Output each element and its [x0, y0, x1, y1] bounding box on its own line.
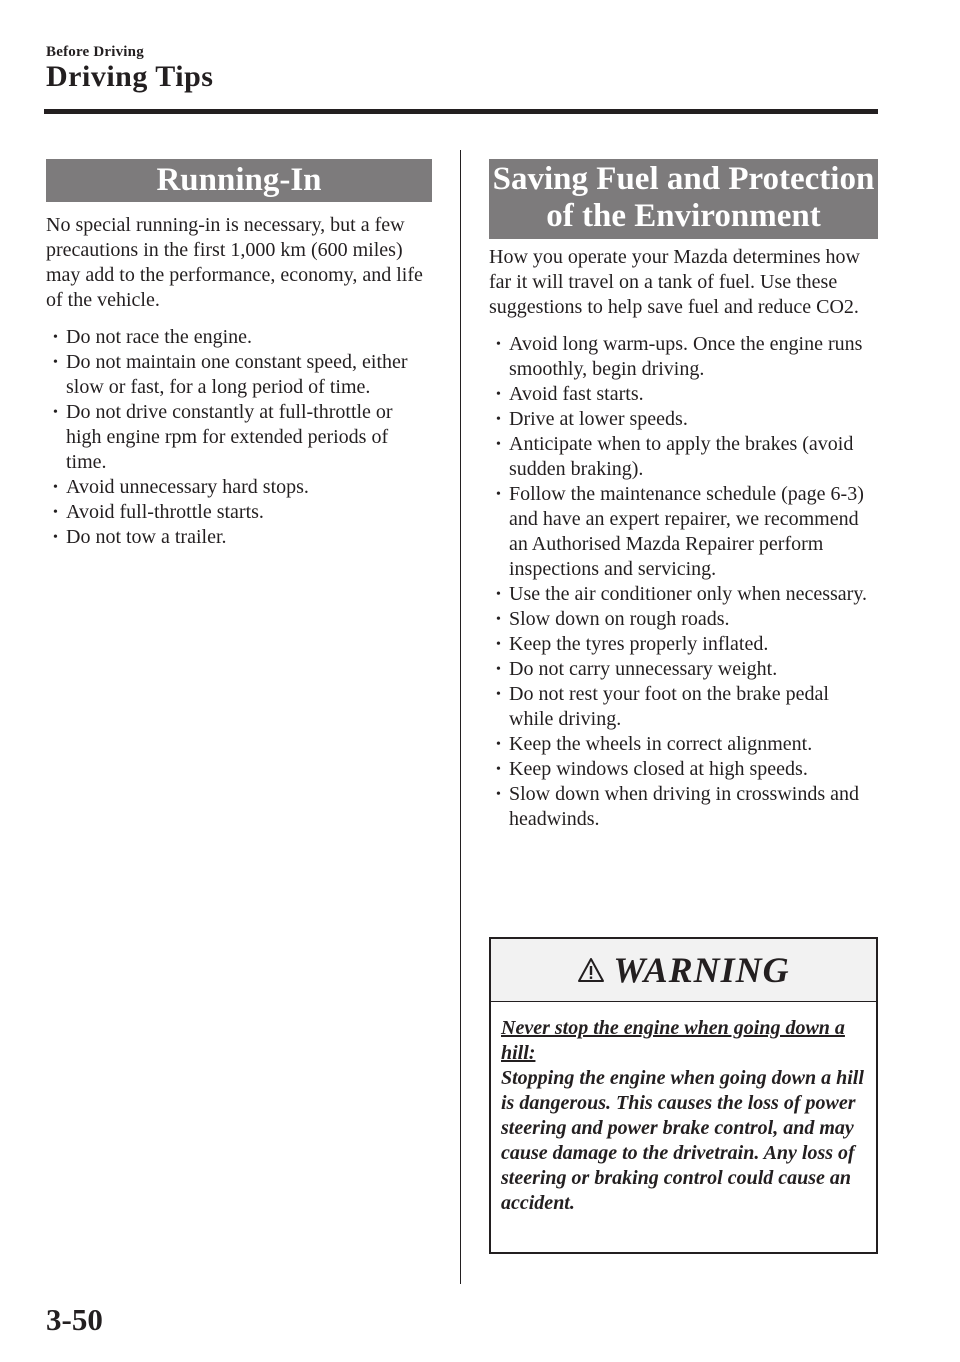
section-label: Before Driving	[46, 44, 144, 60]
header-rule	[44, 109, 878, 114]
list-item: • Drive at lower speeds.	[496, 408, 688, 430]
list-item: • Follow the maintenance schedule (page 6-3) and have an expert repairer, we recommend an Authorised Mazda Repairer perform inspections and servicing.	[496, 483, 864, 580]
bullet-icon: •	[496, 337, 501, 352]
bullet-icon: •	[496, 487, 501, 502]
bullet-icon: •	[496, 612, 501, 627]
list-item: • Avoid full-throttle starts.	[53, 501, 264, 523]
bullet-icon: •	[53, 405, 58, 420]
bullet-icon: •	[496, 737, 501, 752]
list-item: • Avoid unnecessary hard stops.	[53, 476, 309, 498]
bullet-icon: •	[496, 787, 501, 802]
bullet-icon: •	[53, 505, 58, 520]
warning-body	[491, 1002, 876, 1216]
page-title: Driving Tips	[46, 60, 214, 93]
running-in-heading-text: Running-In	[156, 162, 322, 198]
page-number: 3-50	[46, 1302, 103, 1337]
list-item: • Avoid long warm-ups. Once the engine runs smoothly, begin driving.	[496, 333, 863, 380]
list-item: • Keep windows closed at high speeds.	[496, 758, 808, 780]
bullet-icon: •	[53, 330, 58, 345]
list-item: • Do not race the engine.	[53, 326, 253, 348]
list-item: • Do not drive constantly at full-throttle or high engine rpm for extended periods of time.	[53, 401, 393, 473]
running-in-list	[46, 325, 432, 550]
list-item: • Keep the tyres properly inflated.	[496, 633, 769, 655]
saving-fuel-heading-line-1: Saving Fuel and Protection	[492, 161, 875, 197]
list-item: • Avoid fast starts.	[496, 383, 644, 405]
bullet-icon: •	[53, 355, 58, 370]
bullet-icon: •	[496, 437, 501, 452]
saving-fuel-heading-line-2: of the Environment	[546, 198, 821, 234]
saving-fuel-list	[489, 332, 878, 832]
warning-subtitle: Never stop the engine when going down a hill:	[501, 1017, 845, 1064]
warning-box	[489, 937, 878, 1254]
list-item: • Anticipate when to apply the brakes (avoid sudden braking).	[496, 433, 854, 480]
saving-fuel-section	[489, 159, 878, 832]
bullet-icon: •	[53, 530, 58, 545]
bullet-icon: •	[496, 687, 501, 702]
bullet-icon: •	[496, 587, 501, 602]
bullet-icon: •	[496, 637, 501, 652]
warning-text: Stopping the engine when going down a hill is dangerous. This causes the loss of power steering and power brake control, and may cause damage to the drivetrain. Any loss of steering or braking control could cause an accident.	[501, 1067, 864, 1214]
bullet-icon: •	[496, 762, 501, 777]
saving-fuel-intro: How you operate your Mazda determines how far it will travel on a tank of fuel. Use these suggestions to help save fuel and reduce CO2.	[489, 246, 860, 318]
list-item: • Do not carry unnecessary weight.	[496, 658, 778, 680]
list-item: • Slow down on rough roads.	[496, 608, 730, 630]
running-in-heading	[46, 159, 432, 202]
column-divider	[460, 150, 461, 1284]
list-item: • Slow down when driving in crosswinds and headwinds.	[496, 783, 859, 830]
saving-fuel-heading	[489, 159, 878, 239]
list-item: • Do not maintain one constant speed, either slow or fast, for a long period of time.	[53, 351, 408, 398]
list-item: • Keep the wheels in correct alignment.	[496, 733, 813, 755]
list-item: • Do not rest your foot on the brake pedal while driving.	[496, 683, 829, 730]
warning-title: WARNING	[613, 950, 790, 990]
running-in-section	[46, 159, 432, 550]
bullet-icon: •	[53, 480, 58, 495]
running-in-intro: No special running-in is necessary, but a few precautions in the first 1,000 km (600 miles) may add to the performance, economy, and life of the vehicle.	[46, 214, 423, 311]
bullet-icon: •	[496, 387, 501, 402]
bullet-icon: •	[496, 412, 501, 427]
list-item: • Use the air conditioner only when necessary.	[496, 583, 868, 605]
bullet-icon: •	[496, 662, 501, 677]
list-item: • Do not tow a trailer.	[53, 526, 227, 548]
warning-triangle-icon	[577, 957, 605, 983]
warning-header	[491, 939, 876, 1002]
